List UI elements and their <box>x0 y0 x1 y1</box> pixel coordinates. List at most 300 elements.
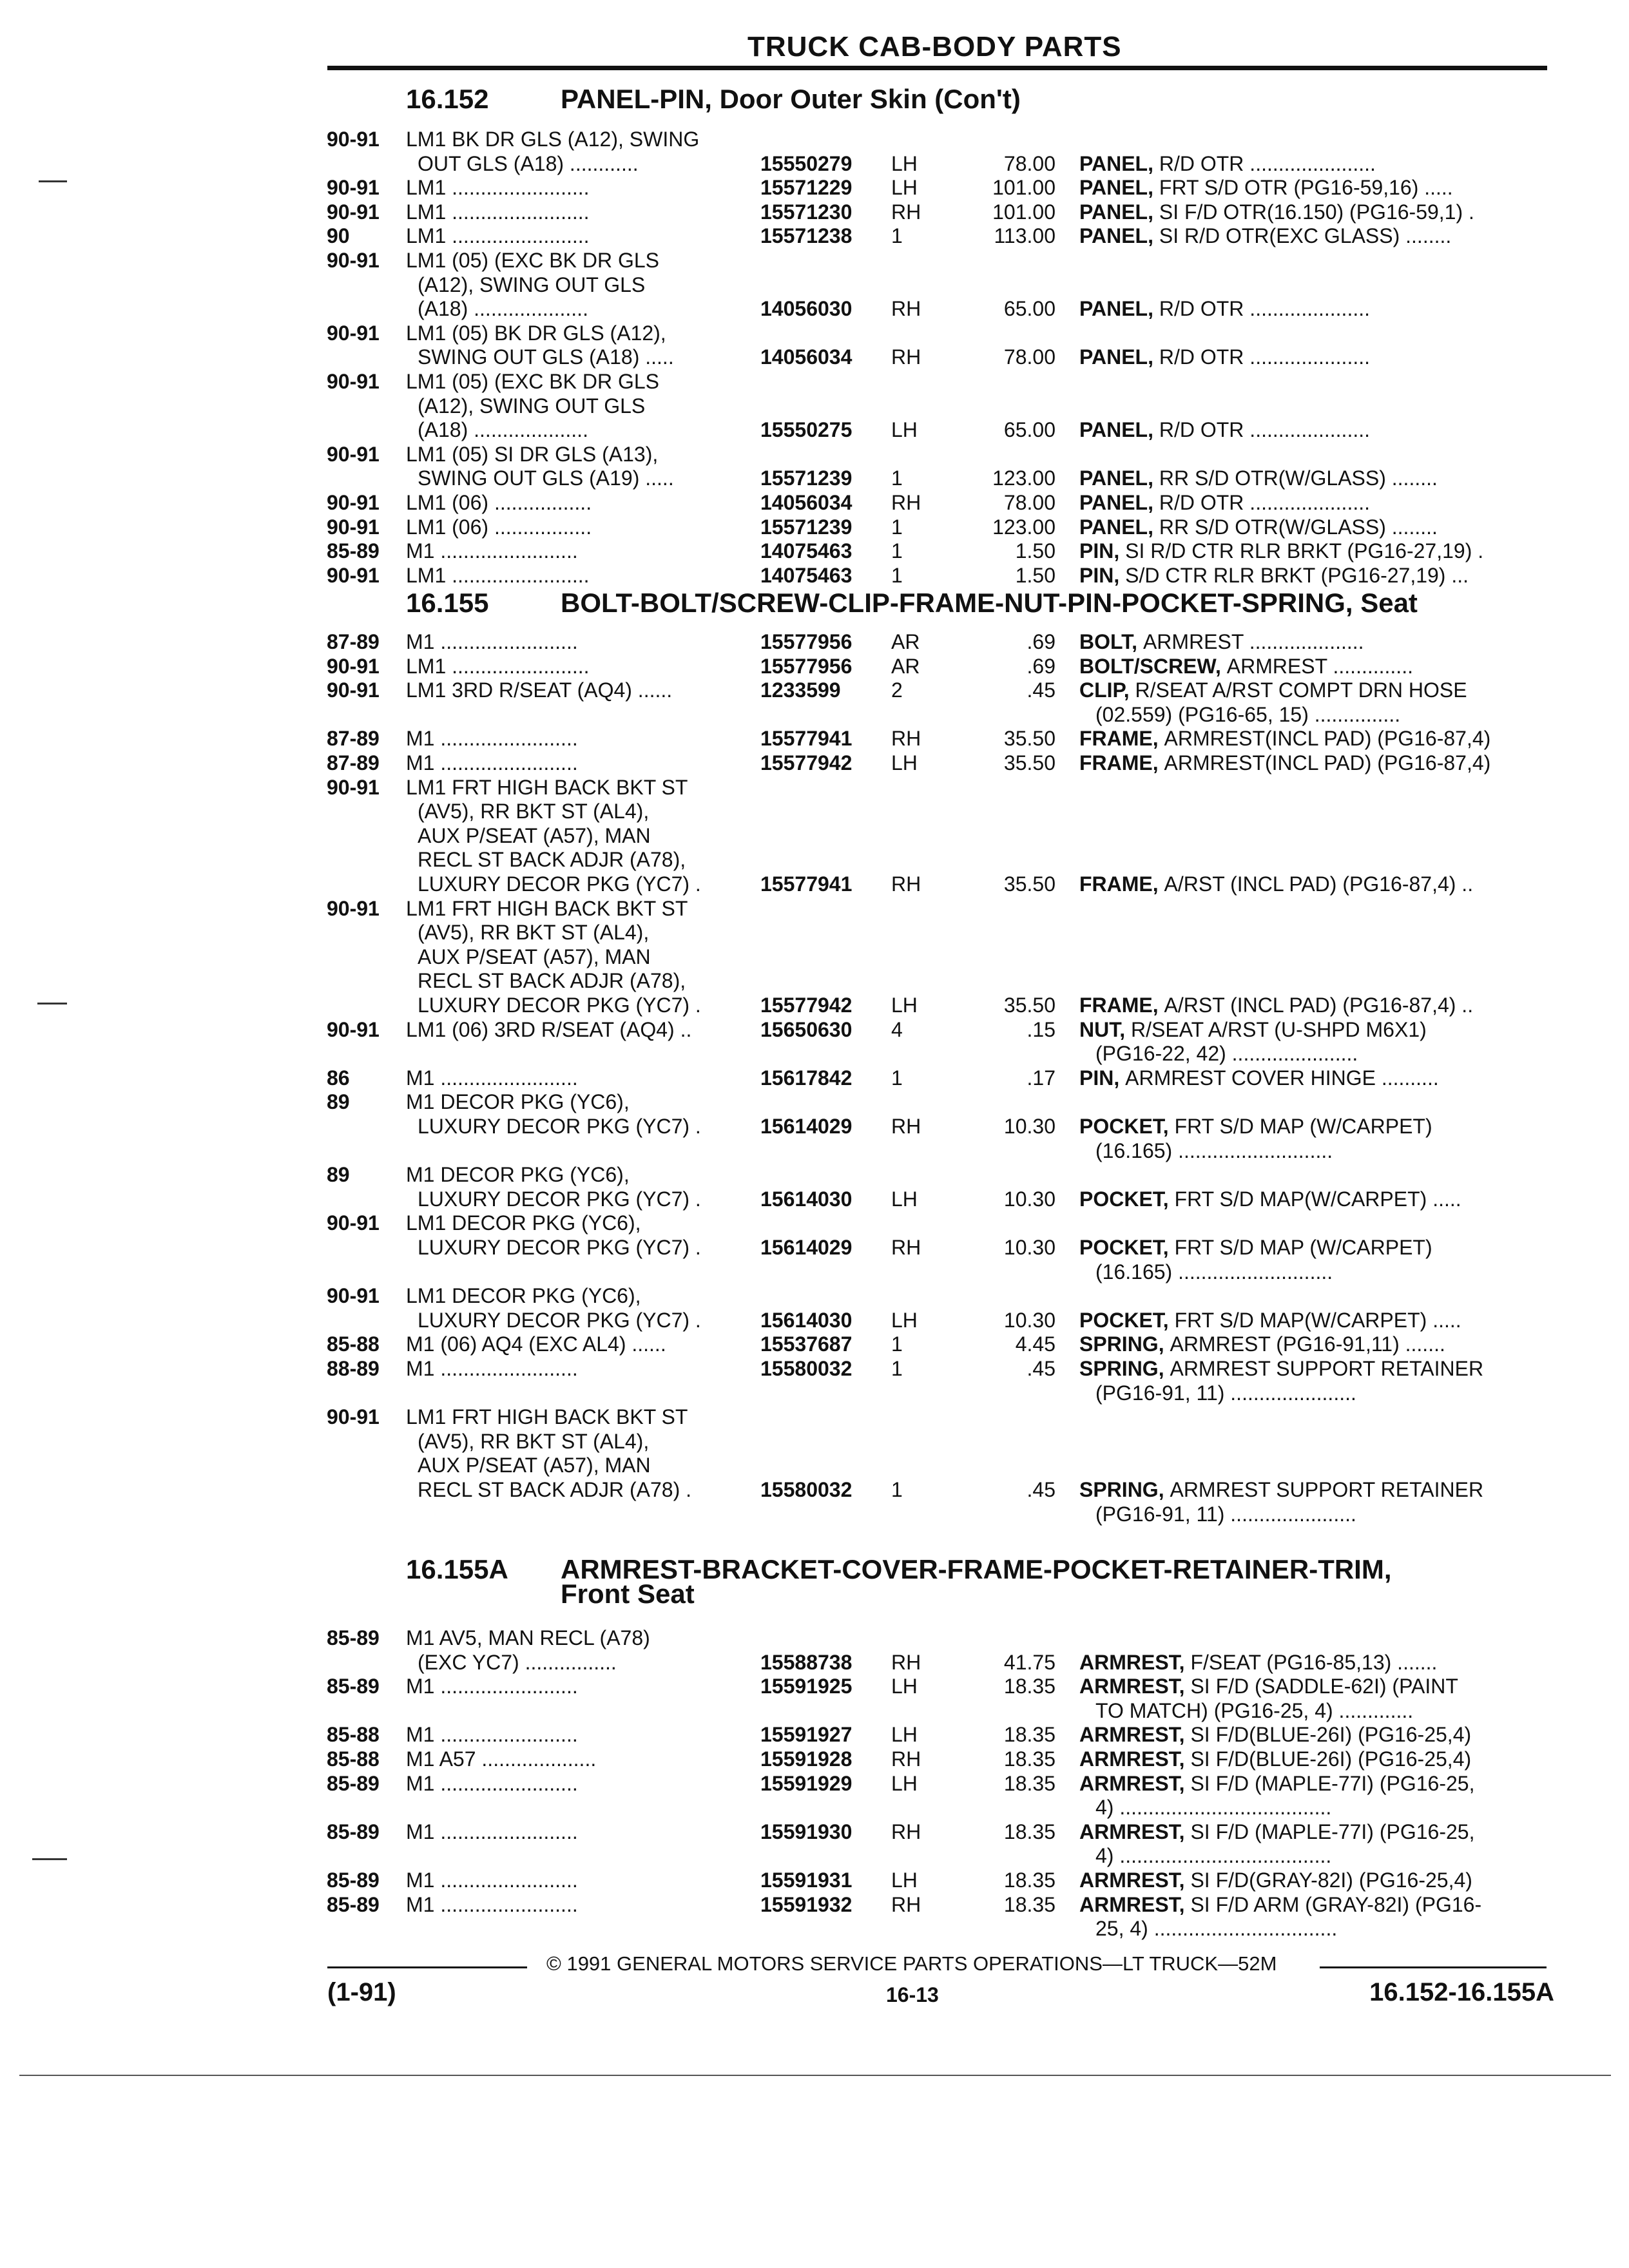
part-description: (16.165) ........................... <box>1095 1260 1333 1283</box>
model-years: 90-91 <box>327 678 380 702</box>
part-description: PANEL, R/D OTR ..................... <box>1079 418 1370 442</box>
model-years: 90-91 <box>327 654 380 678</box>
quantity: LH <box>891 1869 918 1892</box>
price: 18.35 <box>1003 1771 1055 1795</box>
price: 18.35 <box>1003 1675 1055 1698</box>
application-model: LM1 ........................ <box>406 200 590 224</box>
part-description: FRAME, A/RST (INCL PAD) (PG16-87,4) .. <box>1079 994 1474 1017</box>
part-number: 15614030 <box>760 1308 853 1332</box>
part-description: (02.559) (PG16-65, 15) ............... <box>1095 702 1401 726</box>
application-model: M1 ........................ <box>406 1723 578 1747</box>
price: 18.35 <box>1003 1723 1055 1747</box>
model-years: 90-91 <box>327 1284 380 1308</box>
part-description: CLIP, R/SEAT A/RST COMPT DRN HOSE <box>1079 678 1467 702</box>
application-model: (A18) .................... <box>418 297 588 321</box>
part-description: FRAME, ARMREST(INCL PAD) (PG16-87,4) <box>1079 727 1491 751</box>
part-number: 15614029 <box>760 1236 853 1259</box>
part-description: BOLT, ARMREST .................... <box>1079 630 1364 653</box>
quantity: LH <box>891 994 918 1017</box>
part-number: 15614029 <box>760 1115 853 1138</box>
margin-mark <box>39 180 67 182</box>
part-number: 15591930 <box>760 1820 853 1843</box>
part-number: 15537687 <box>760 1332 853 1356</box>
price: 35.50 <box>1003 751 1055 774</box>
part-number: 14056034 <box>760 491 853 514</box>
part-name: POCKET, <box>1079 1187 1175 1211</box>
application-model: RECL ST BACK ADJR (A78), <box>418 969 686 993</box>
part-description: ARMREST, SI F/D(BLUE-26I) (PG16-25,4) <box>1079 1723 1472 1747</box>
part-name: ARMREST, <box>1079 1723 1191 1747</box>
application-model: LM1 ........................ <box>406 224 590 248</box>
model-years: 90 <box>327 224 350 248</box>
part-number: 1233599 <box>760 678 841 702</box>
model-years: 85-89 <box>327 1771 380 1795</box>
section-title: PANEL-PIN, Door Outer Skin (Con't) <box>561 84 1021 114</box>
part-number: 15571239 <box>760 515 853 539</box>
application-model: LM1 (05) SI DR GLS (A13), <box>406 442 659 466</box>
model-years: 90-91 <box>327 491 380 514</box>
part-number: 15571229 <box>760 176 853 200</box>
application-model: M1 ........................ <box>406 727 578 751</box>
application-model: LM1 DECOR PKG (YC6), <box>406 1211 641 1235</box>
part-name: SPRING, <box>1079 1357 1170 1380</box>
part-description: PANEL, SI F/D OTR(16.150) (PG16-59,1) . <box>1079 200 1474 224</box>
part-description: PIN, ARMREST COVER HINGE .......... <box>1079 1066 1439 1090</box>
quantity: 2 <box>891 678 903 702</box>
application-model: M1 ........................ <box>406 1771 578 1795</box>
part-name: FRAME, <box>1079 751 1164 774</box>
part-name: FRAME, <box>1079 994 1164 1017</box>
part-description: NUT, R/SEAT A/RST (U-SHPD M6X1) <box>1079 1017 1427 1041</box>
part-number: 15591932 <box>760 1892 853 1916</box>
part-description: PANEL, RR S/D OTR(W/GLASS) ........ <box>1079 466 1438 490</box>
price: 101.00 <box>992 200 1055 224</box>
part-description: (PG16-91, 11) ...................... <box>1095 1381 1356 1405</box>
application-model: LUXURY DECOR PKG (YC7) . <box>418 1187 701 1211</box>
quantity: 1 <box>891 1332 903 1356</box>
price: 1.50 <box>1015 539 1055 563</box>
section-number: 16.155 <box>406 588 489 618</box>
application-model: LUXURY DECOR PKG (YC7) . <box>418 1236 701 1259</box>
quantity: RH <box>891 1650 921 1674</box>
part-description: ARMREST, SI F/D (MAPLE-77I) (PG16-25, <box>1079 1820 1475 1843</box>
part-description: BOLT/SCREW, ARMREST .............. <box>1079 654 1413 678</box>
part-description: PANEL, R/D OTR ..................... <box>1079 491 1370 514</box>
part-number: 15591925 <box>760 1675 853 1698</box>
model-years: 90-91 <box>327 321 380 345</box>
model-years: 85-88 <box>327 1723 380 1747</box>
quantity: LH <box>891 1771 918 1795</box>
page-header: TRUCK CAB-BODY PARTS <box>747 31 1122 62</box>
price: 78.00 <box>1003 345 1055 369</box>
part-description: PANEL, FRT S/D OTR (PG16-59,16) ..... <box>1079 176 1453 200</box>
part-name: BOLT/SCREW, <box>1079 654 1227 678</box>
model-years: 90-91 <box>327 249 380 272</box>
part-description: SPRING, ARMREST SUPPORT RETAINER <box>1079 1357 1484 1380</box>
part-description: 4) ..................................... <box>1095 1796 1332 1820</box>
part-name: SPRING, <box>1079 1478 1170 1501</box>
application-model: M1 ........................ <box>406 1675 578 1698</box>
part-number: 15577941 <box>760 727 853 751</box>
part-description: ARMREST, SI F/D (SADDLE-62I) (PAINT <box>1079 1675 1458 1698</box>
margin-mark <box>32 1858 67 1860</box>
part-name: PIN, <box>1079 539 1126 563</box>
model-years: 90-91 <box>327 1211 380 1235</box>
model-years: 90-91 <box>327 370 380 393</box>
application-model: LM1 ........................ <box>406 176 590 200</box>
part-description: ARMREST, SI F/D(GRAY-82I) (PG16-25,4) <box>1079 1869 1472 1892</box>
footer-section-range: 16.152-16.155A <box>1369 1978 1554 2006</box>
model-years: 85-89 <box>327 1820 380 1843</box>
price: 35.50 <box>1003 994 1055 1017</box>
part-name: ARMREST, <box>1079 1869 1191 1892</box>
application-model: M1 DECOR PKG (YC6), <box>406 1163 630 1187</box>
header-rule <box>327 66 1547 70</box>
footer-rule-right <box>1320 1966 1547 1968</box>
model-years: 89 <box>327 1090 350 1114</box>
part-description: PANEL, SI R/D OTR(EXC GLASS) ........ <box>1079 224 1452 248</box>
application-model: SWING OUT GLS (A18) ..... <box>418 345 674 369</box>
price: 65.00 <box>1003 418 1055 442</box>
part-number: 15550279 <box>760 151 853 175</box>
part-name: BOLT, <box>1079 630 1143 653</box>
part-name: ARMREST, <box>1079 1747 1191 1771</box>
part-number: 14075463 <box>760 563 853 587</box>
price: 65.00 <box>1003 297 1055 321</box>
page-bottom-rule <box>19 2075 1611 2076</box>
part-name: ARMREST, <box>1079 1650 1191 1674</box>
model-years: 90-91 <box>327 128 380 151</box>
application-model: M1 ........................ <box>406 1869 578 1892</box>
part-number: 14056034 <box>760 345 853 369</box>
part-description: PIN, S/D CTR RLR BRKT (PG16-27,19) ... <box>1079 563 1469 587</box>
quantity: LH <box>891 1187 918 1211</box>
part-number: 15577942 <box>760 751 853 774</box>
model-years: 89 <box>327 1163 350 1187</box>
application-model: M1 AV5, MAN RECL (A78) <box>406 1626 650 1649</box>
price: 10.30 <box>1003 1308 1055 1332</box>
quantity: LH <box>891 751 918 774</box>
price: .15 <box>1027 1017 1055 1041</box>
part-name: PANEL, <box>1079 466 1159 490</box>
part-description: ARMREST, SI F/D ARM (GRAY-82I) (PG16- <box>1079 1892 1482 1916</box>
part-name: POCKET, <box>1079 1115 1175 1138</box>
application-model: (A12), SWING OUT GLS <box>418 394 646 418</box>
application-model: LM1 (05) (EXC BK DR GLS <box>406 249 659 272</box>
price: 10.30 <box>1003 1187 1055 1211</box>
price: 35.50 <box>1003 872 1055 896</box>
price: .45 <box>1027 1478 1055 1501</box>
part-number: 15580032 <box>760 1357 853 1380</box>
quantity: RH <box>891 491 921 514</box>
price: 123.00 <box>992 515 1055 539</box>
quantity: LH <box>891 418 918 442</box>
part-description: SPRING, ARMREST (PG16-91,11) ....... <box>1079 1332 1445 1356</box>
quantity: RH <box>891 1747 921 1771</box>
part-description: PANEL, R/D OTR ..................... <box>1079 345 1370 369</box>
application-model: M1 (06) AQ4 (EXC AL4) ...... <box>406 1332 666 1356</box>
model-years: 90-91 <box>327 775 380 799</box>
part-description: FRAME, A/RST (INCL PAD) (PG16-87,4) .. <box>1079 872 1474 896</box>
application-model: LM1 (06) ................. <box>406 515 592 539</box>
part-description: (PG16-22, 42) ...................... <box>1095 1042 1358 1066</box>
application-model: LUXURY DECOR PKG (YC7) . <box>418 994 701 1017</box>
model-years: 85-88 <box>327 1332 380 1356</box>
application-model: AUX P/SEAT (A57), MAN <box>418 1454 651 1477</box>
part-name: PANEL, <box>1079 151 1159 175</box>
model-years: 85-89 <box>327 1675 380 1698</box>
part-number: 15591927 <box>760 1723 853 1747</box>
application-model: (A18) .................... <box>418 418 588 442</box>
quantity: RH <box>891 727 921 751</box>
section-number: 16.152 <box>406 84 489 114</box>
part-number: 14075463 <box>760 539 853 563</box>
part-number: 15571230 <box>760 200 853 224</box>
model-years: 85-88 <box>327 1747 380 1771</box>
quantity: LH <box>891 1308 918 1332</box>
price: 18.35 <box>1003 1747 1055 1771</box>
application-model: (A12), SWING OUT GLS <box>418 273 646 296</box>
quantity: LH <box>891 176 918 200</box>
price: 123.00 <box>992 466 1055 490</box>
quantity: RH <box>891 1892 921 1916</box>
application-model: AUX P/SEAT (A57), MAN <box>418 945 651 968</box>
part-name: PIN, <box>1079 1066 1126 1090</box>
footer-rule-left <box>327 1966 527 1968</box>
price: 1.50 <box>1015 563 1055 587</box>
application-model: LUXURY DECOR PKG (YC7) . <box>418 1308 701 1332</box>
part-name: CLIP, <box>1079 678 1135 702</box>
application-model: LM1 (05) (EXC BK DR GLS <box>406 370 659 393</box>
price: 113.00 <box>994 224 1055 248</box>
application-model: LUXURY DECOR PKG (YC7) . <box>418 872 701 896</box>
application-model: M1 ........................ <box>406 630 578 653</box>
price: .69 <box>1027 630 1055 653</box>
part-description: PANEL, R/D OTR ...................... <box>1079 151 1376 175</box>
application-model: (AV5), RR BKT ST (AL4), <box>418 921 650 945</box>
part-description: SPRING, ARMREST SUPPORT RETAINER <box>1079 1478 1484 1501</box>
part-number: 15550275 <box>760 418 853 442</box>
model-years: 85-89 <box>327 1892 380 1916</box>
model-years: 90-91 <box>327 176 380 200</box>
part-description: ARMREST, F/SEAT (PG16-85,13) ....... <box>1079 1650 1438 1674</box>
application-model: M1 ........................ <box>406 1892 578 1916</box>
application-model: (AV5), RR BKT ST (AL4), <box>418 1429 650 1453</box>
part-name: POCKET, <box>1079 1236 1175 1259</box>
quantity: RH <box>891 297 921 321</box>
model-years: 90-91 <box>327 563 380 587</box>
model-years: 90-91 <box>327 515 380 539</box>
application-model: M1 ........................ <box>406 1820 578 1843</box>
model-years: 85-89 <box>327 1626 380 1649</box>
part-name: POCKET, <box>1079 1308 1175 1332</box>
application-model: LM1 DECOR PKG (YC6), <box>406 1284 641 1308</box>
price: 10.30 <box>1003 1236 1055 1259</box>
part-description: POCKET, FRT S/D MAP(W/CARPET) ..... <box>1079 1187 1461 1211</box>
application-model: LM1 FRT HIGH BACK BKT ST <box>406 1405 688 1429</box>
application-model: LM1 (06) 3RD R/SEAT (AQ4) .. <box>406 1017 692 1041</box>
quantity: RH <box>891 872 921 896</box>
footer-date: (1-91) <box>327 1978 396 2006</box>
part-description: POCKET, FRT S/D MAP (W/CARPET) <box>1079 1115 1432 1138</box>
quantity: RH <box>891 345 921 369</box>
section-heading <box>0 588 1629 626</box>
application-model: LUXURY DECOR PKG (YC7) . <box>418 1115 701 1138</box>
part-name: PANEL, <box>1079 200 1159 224</box>
application-model: RECL ST BACK ADJR (A78), <box>418 848 686 872</box>
part-description: ARMREST, SI F/D(BLUE-26I) (PG16-25,4) <box>1079 1747 1472 1771</box>
quantity: RH <box>891 200 921 224</box>
price: .45 <box>1027 1357 1055 1380</box>
part-name: PANEL, <box>1079 224 1159 248</box>
part-description: (PG16-91, 11) ...................... <box>1095 1502 1356 1526</box>
part-number: 15614030 <box>760 1187 853 1211</box>
part-number: 15650630 <box>760 1017 853 1041</box>
footer-page-number: 16-13 <box>886 1983 939 2006</box>
application-model: RECL ST BACK ADJR (A78) . <box>418 1478 692 1501</box>
part-description: PANEL, RR S/D OTR(W/GLASS) ........ <box>1079 515 1438 539</box>
price: 101.00 <box>992 176 1055 200</box>
quantity: LH <box>891 151 918 175</box>
application-model: AUX P/SEAT (A57), MAN <box>418 823 651 847</box>
part-description: ARMREST, SI F/D (MAPLE-77I) (PG16-25, <box>1079 1771 1475 1795</box>
part-name: PIN, <box>1079 563 1126 587</box>
price: 18.35 <box>1003 1820 1055 1843</box>
margin-mark <box>37 1003 67 1004</box>
price: 78.00 <box>1003 151 1055 175</box>
price: 78.00 <box>1003 491 1055 514</box>
footer-copyright: © 1991 GENERAL MOTORS SERVICE PARTS OPERATIONS—LT TRUCK—52M <box>546 1952 1277 1975</box>
part-name: PANEL, <box>1079 515 1159 539</box>
part-name: PANEL, <box>1079 491 1159 514</box>
part-name: PANEL, <box>1079 297 1159 321</box>
part-number: 15577956 <box>760 630 853 653</box>
model-years: 90-91 <box>327 1017 380 1041</box>
model-years: 90-91 <box>327 896 380 920</box>
part-name: FRAME, <box>1079 872 1164 896</box>
price: .69 <box>1027 654 1055 678</box>
quantity: 1 <box>891 539 903 563</box>
quantity: 4 <box>891 1017 903 1041</box>
part-description: FRAME, ARMREST(INCL PAD) (PG16-87,4) <box>1079 751 1491 774</box>
application-model: SWING OUT GLS (A19) ..... <box>418 466 674 490</box>
quantity: RH <box>891 1115 921 1138</box>
part-number: 14056030 <box>760 297 853 321</box>
quantity: RH <box>891 1820 921 1843</box>
model-years: 85-89 <box>327 539 380 563</box>
model-years: 87-89 <box>327 630 380 653</box>
application-model: LM1 BK DR GLS (A12), SWING <box>406 128 700 151</box>
application-model: LM1 ........................ <box>406 563 590 587</box>
part-number: 15580032 <box>760 1478 853 1501</box>
price: 18.35 <box>1003 1869 1055 1892</box>
part-number: 15588738 <box>760 1650 853 1674</box>
application-model: LM1 (06) ................. <box>406 491 592 514</box>
quantity: LH <box>891 1675 918 1698</box>
price: 18.35 <box>1003 1892 1055 1916</box>
application-model: LM1 FRT HIGH BACK BKT ST <box>406 775 688 799</box>
model-years: 90-91 <box>327 200 380 224</box>
part-description: 4) ..................................... <box>1095 1844 1332 1868</box>
part-name: NUT, <box>1079 1017 1131 1041</box>
part-name: ARMREST, <box>1079 1892 1191 1916</box>
section-number: 16.155A <box>406 1554 508 1584</box>
quantity: LH <box>891 1723 918 1747</box>
part-number: 15591928 <box>760 1747 853 1771</box>
part-name: SPRING, <box>1079 1332 1170 1356</box>
application-model: M1 DECOR PKG (YC6), <box>406 1090 630 1114</box>
quantity: RH <box>891 1236 921 1259</box>
application-model: LM1 (05) BK DR GLS (A12), <box>406 321 666 345</box>
quantity: AR <box>891 654 920 678</box>
part-name: FRAME, <box>1079 727 1164 751</box>
quantity: 1 <box>891 224 903 248</box>
quantity: 1 <box>891 1478 903 1501</box>
price: 41.75 <box>1003 1650 1055 1674</box>
application-model: (AV5), RR BKT ST (AL4), <box>418 800 650 823</box>
section-heading <box>0 1554 1629 1593</box>
model-years: 87-89 <box>327 727 380 751</box>
part-description: POCKET, FRT S/D MAP(W/CARPET) ..... <box>1079 1308 1461 1332</box>
part-name: PANEL, <box>1079 176 1159 200</box>
part-number: 15571238 <box>760 224 853 248</box>
quantity: 1 <box>891 515 903 539</box>
price: .17 <box>1027 1066 1055 1090</box>
part-description: (16.165) ........................... <box>1095 1139 1333 1162</box>
part-number: 15577956 <box>760 654 853 678</box>
part-number: 15577941 <box>760 872 853 896</box>
quantity: 1 <box>891 1066 903 1090</box>
part-name: PANEL, <box>1079 345 1159 369</box>
section-title: BOLT-BOLT/SCREW-CLIP-FRAME-NUT-PIN-POCKET-SPRING, Seat <box>561 588 1418 618</box>
part-number: 15591931 <box>760 1869 853 1892</box>
part-number: 15577942 <box>760 994 853 1017</box>
application-model: M1 ........................ <box>406 751 578 774</box>
application-model: OUT GLS (A18) ............ <box>418 151 639 175</box>
application-model: M1 ........................ <box>406 539 578 563</box>
model-years: 88-89 <box>327 1357 380 1380</box>
application-model: M1 ........................ <box>406 1357 578 1380</box>
model-years: 90-91 <box>327 1405 380 1429</box>
model-years: 85-89 <box>327 1869 380 1892</box>
application-model: M1 ........................ <box>406 1066 578 1090</box>
part-name: PANEL, <box>1079 418 1159 442</box>
section-title: ARMREST-BRACKET-COVER-FRAME-POCKET-RETAINER-TRIM, <box>561 1554 1392 1584</box>
part-number: 15591929 <box>760 1771 853 1795</box>
part-description: TO MATCH) (PG16-25, 4) ............. <box>1095 1698 1414 1722</box>
part-description: PANEL, R/D OTR ..................... <box>1079 297 1370 321</box>
application-model: LM1 3RD R/SEAT (AQ4) ...... <box>406 678 673 702</box>
section-title-cont: Front Seat <box>561 1579 695 1609</box>
part-number: 15571239 <box>760 466 853 490</box>
part-description: 25, 4) ................................ <box>1095 1917 1338 1941</box>
model-years: 86 <box>327 1066 350 1090</box>
price: .45 <box>1027 678 1055 702</box>
part-name: ARMREST, <box>1079 1675 1191 1698</box>
part-description: PIN, SI R/D CTR RLR BRKT (PG16-27,19) . <box>1079 539 1484 563</box>
part-name: ARMREST, <box>1079 1820 1191 1843</box>
price: 35.50 <box>1003 727 1055 751</box>
application-model: LM1 ........................ <box>406 654 590 678</box>
application-model: M1 A57 .................... <box>406 1747 597 1771</box>
price: 4.45 <box>1015 1332 1055 1356</box>
application-model: (EXC YC7) ................ <box>418 1650 617 1674</box>
part-description: POCKET, FRT S/D MAP (W/CARPET) <box>1079 1236 1432 1259</box>
section-heading <box>0 84 1629 122</box>
price: 10.30 <box>1003 1115 1055 1138</box>
part-number: 15617842 <box>760 1066 853 1090</box>
part-name: ARMREST, <box>1079 1771 1191 1795</box>
